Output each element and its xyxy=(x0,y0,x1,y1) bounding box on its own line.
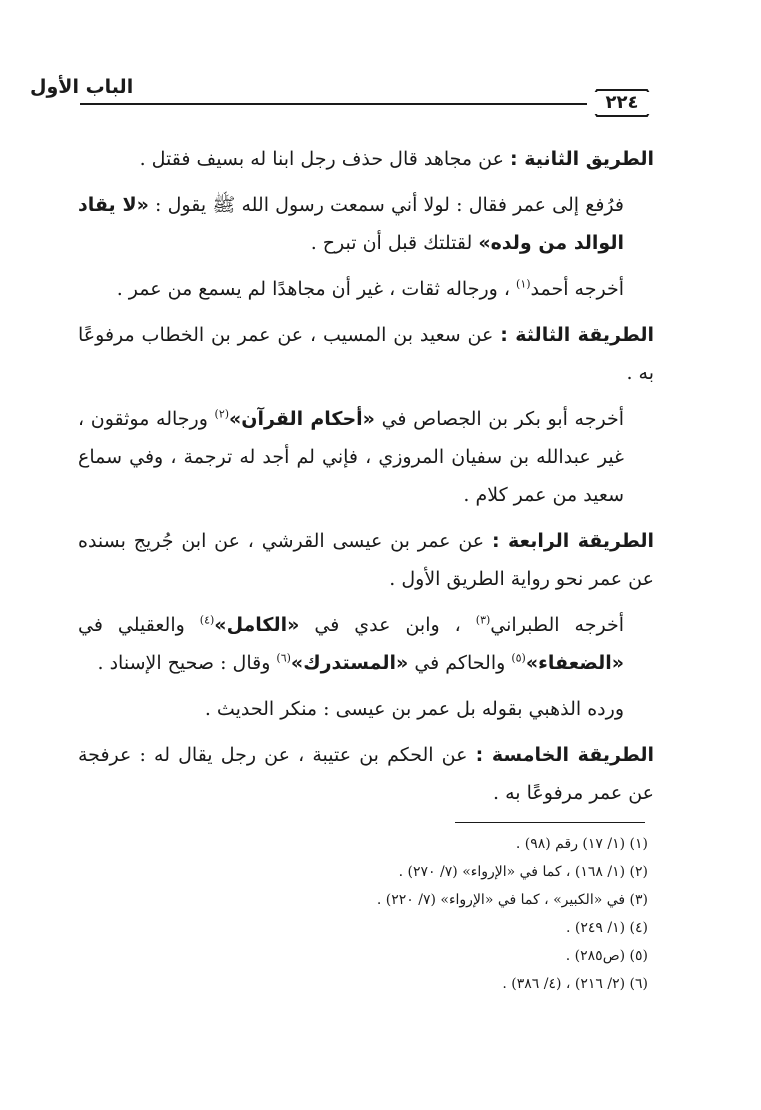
route-text: عن مجاهد قال حذف رجل ابنا له بسيف فقتل . xyxy=(139,148,510,170)
book-title: «أحكام القرآن» xyxy=(229,408,375,430)
hadith-quote: «لا يقاد الوالد من ولده» xyxy=(78,194,624,254)
paragraph-fifth-route xyxy=(78,736,654,812)
text: ورده الذهبي بقوله بل عمر بن عيسى : منكر الحديث . xyxy=(204,698,624,720)
footnote-ref[interactable]: (٦) xyxy=(276,651,291,665)
route-text: عن سعيد بن المسيب ، عن عمر بن الخطاب مرفوعًا به . xyxy=(78,324,654,384)
footnote-1: (١) (١/ ١٧) رقم (٩٨) . xyxy=(515,836,648,852)
footnote-separator xyxy=(455,822,645,823)
footnote-3: (٣) في «الكبير» ، كما في «الإرواء» (٧/ ٢٢٠) . xyxy=(376,892,648,908)
footnote-5: (٥) (ص٢٨٥) . xyxy=(565,948,648,964)
route-title: الطريقة الرابعة : xyxy=(491,530,655,552)
book-title: «المستدرك» xyxy=(290,652,409,674)
header-rule xyxy=(80,103,655,105)
footnote-4: (٤) (١/ ٢٤٩) . xyxy=(565,920,648,936)
paragraph-dhahabi xyxy=(78,690,654,728)
footnote-ref[interactable]: (١) xyxy=(516,277,531,291)
book-title: «الكامل» xyxy=(214,614,300,636)
paragraph-umar-story xyxy=(78,186,654,262)
paragraph-second-route xyxy=(78,140,654,178)
text: فرُفع إلى عمر فقال : لولا أني سمعت رسول الله ﷺ يقول : xyxy=(148,194,624,216)
book-title: «الضعفاء» xyxy=(525,652,624,674)
footnote-6: (٦) (٢/ ٢١٦) ، (٤/ ٣٨٦) . xyxy=(502,976,648,992)
route-title: الطريقة الثالثة : xyxy=(500,324,654,346)
paragraph-ahmad-source xyxy=(78,270,654,308)
paragraph-tabarani-source xyxy=(78,606,654,682)
paragraph-fourth-route xyxy=(78,522,654,598)
route-title: الطريقة الخامسة : xyxy=(475,744,654,766)
page-number-badge xyxy=(587,88,657,118)
paragraph-jassas-source xyxy=(78,400,654,514)
text: أخرجه الطبراني xyxy=(490,614,624,636)
chapter-title: الباب الأول xyxy=(30,76,134,98)
text: والحاكم في xyxy=(408,652,512,674)
text: لقتلتك قبل أن تبرح . xyxy=(310,232,479,254)
route-title: الطريق الثانية : xyxy=(509,148,654,170)
text: ، وابن عدي في xyxy=(299,614,476,636)
route-text: عن عمر بن عيسى القرشي ، عن ابن جُريج بسنده عن عمر نحو رواية الطريق الأول . xyxy=(78,530,654,590)
text: ورجاله موثقون ، غير عبدالله بن سفيان المروزي ، فإني لم أجد له ترجمة ، وفي سماع سعيد من عمر كلام . xyxy=(78,408,624,506)
footnote-ref[interactable]: (٢) xyxy=(214,407,230,421)
page-number: ٢٢٤ xyxy=(587,92,657,114)
text: أخرجه أبو بكر بن الجصاص في xyxy=(374,408,624,430)
route-text: عن الحكم بن عتيبة ، عن رجل يقال له : عرفجة عن عمر مرفوعًا به . xyxy=(78,744,654,804)
footnote-ref[interactable]: (٣) xyxy=(475,613,491,627)
text: والعقيلي في xyxy=(78,614,200,636)
text: وقال : صحيح الإسناد . xyxy=(97,652,277,674)
text: أخرجه أحمد xyxy=(530,278,624,300)
footnote-ref[interactable]: (٥) xyxy=(511,651,526,665)
footnote-2: (٢) (١/ ١٦٨) ، كما في «الإرواء» (٧/ ٢٧٠) . xyxy=(398,864,648,880)
footnote-ref[interactable]: (٤) xyxy=(199,613,215,627)
footnotes xyxy=(200,830,648,998)
text: ، ورجاله ثقات ، غير أن مجاهدًا لم يسمع من عمر . xyxy=(116,278,517,300)
paragraph-third-route xyxy=(78,316,654,392)
main-text xyxy=(78,140,654,820)
